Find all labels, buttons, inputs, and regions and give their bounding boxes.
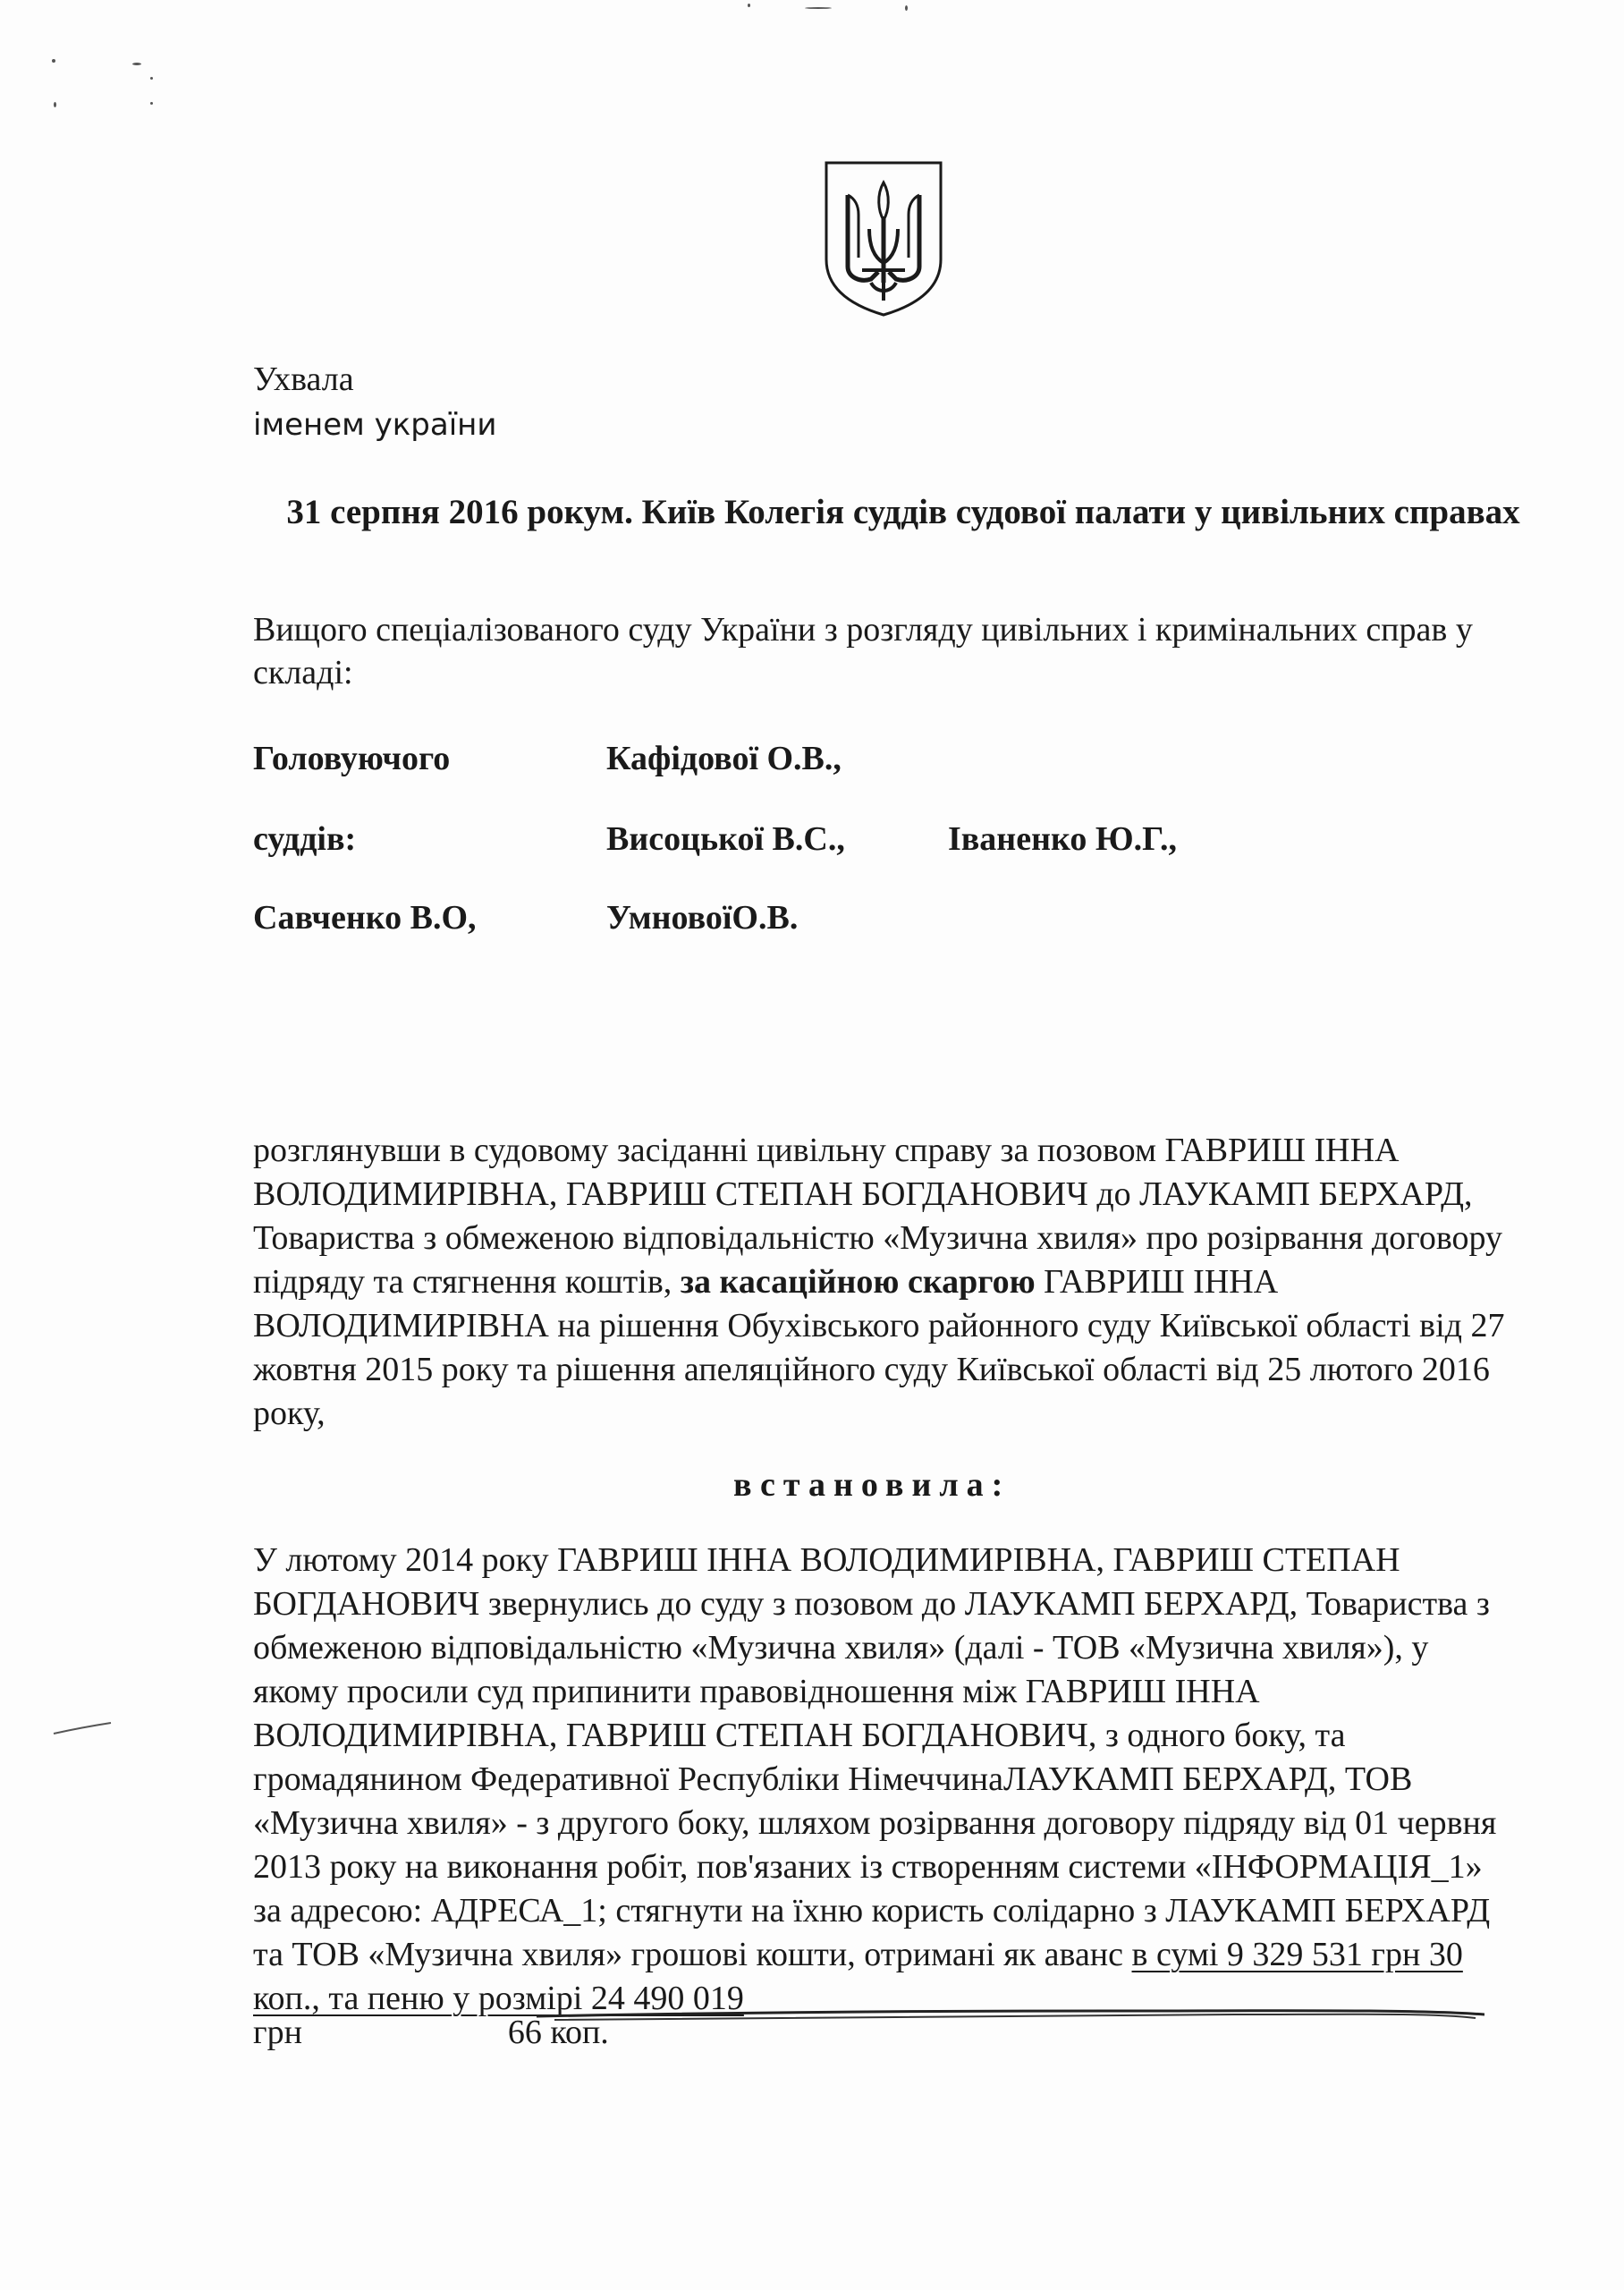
judge-name: Висоцької В.С., <box>606 820 845 858</box>
case-text: розглянувши в судовому засіданні цивільну справу за позовом ГАВРИШ ІННА ВОЛОДИМИРІВНА, ГАВРИШ СТЕПАН БОГДАНОВИЧ до ЛАУКАМП БЕРХАРД, Товариства з обмеженою відповідальністю «Музична хвиля» про розірвання договору підряду та стягнення коштів, <box>253 1132 1503 1301</box>
coat-of-arms-emblem <box>821 159 946 318</box>
court-name: Вищого спеціалізованого суду України з розгляду цивільних і кримінальних справ у складі: <box>253 611 1473 691</box>
currency-unit: грн <box>253 2014 302 2051</box>
case-description <box>253 1129 1505 1436</box>
presiding-label: Головуючого <box>253 740 451 777</box>
judges-label: суддів: <box>253 820 357 858</box>
judge-name: УмновоїО.В. <box>606 899 799 937</box>
scan-speck <box>54 102 56 107</box>
amount-tail <box>253 2011 609 2054</box>
scan-speck <box>905 5 908 11</box>
scan-speck <box>150 77 153 80</box>
scan-speck <box>132 63 141 65</box>
scan-speck <box>150 102 153 105</box>
cassation-phrase: за касаційною скаргою <box>680 1263 1036 1301</box>
handwritten-underline <box>537 2000 1484 2023</box>
judge-name: Савченко В.О, <box>253 899 477 937</box>
case-text-continued: ГАВРИШ ІННА ВОЛОДИМИРІВНА на рішення Обухівського районного суду Київської області від 27 жовтня 2015 року та рішення апеляційного суду Київської області від 25 лютого 2016 року, <box>253 1263 1505 1432</box>
document-type: Ухвала <box>253 360 354 398</box>
established-label: встановила: <box>733 1466 1011 1504</box>
claim-text: У лютому 2014 року ГАВРИШ ІННА ВОЛОДИМИРІВНА, ГАВРИШ СТЕПАН БОГДАНОВИЧ звернулись до суду з позовом до ЛАУКАМП БЕРХАРД, Товариства з обмеженою відповідальністю «Музична хвиля» (далі - ТОВ «Музична хвиля»), у якому просили суд припинити правовідношення між ГАВРИШ ІННА ВОЛОДИМИРІВНА, ГАВРИШ СТЕПАН БОГДАНОВИЧ, з одного боку, та громадянином Федеративної Республіки НімеччинаЛАУКАМП БЕРХАРД, ТОВ «Музична хвиля» - з другого боку, шляхом розірвання договору підряду від 01 червня 2013 року на виконання робіт, пов'язаних із створенням системи «ІНФОРМАЦІЯ_1» за адресою: АДРЕСА_1; стягнути на їхню користь солідарно з ЛАУКАМП БЕРХАРД та ТОВ «Музична хвиля» грошові кошти, отримані як аванс <box>253 1541 1497 1973</box>
presiding-judge: Кафідової О.В., <box>606 740 842 777</box>
scan-speck <box>52 59 55 63</box>
scan-speck <box>748 4 750 7</box>
claim-description <box>253 1539 1505 2021</box>
claim-amount: в сумі 9 329 531 грн 30 коп., та пеню у розмірі 24 490 019 <box>253 1936 1463 2017</box>
judge-name: Іваненко Ю.Г., <box>948 820 1178 858</box>
document-heading: 31 серпня 2016 рокум. Київ Колегія суддів судової палати у цивільних справах <box>286 493 1520 531</box>
in-the-name-of-ukraine: іменем україни <box>253 407 497 443</box>
margin-pen-mark <box>52 1719 114 1737</box>
kopecks-amount: 66 коп. <box>507 2014 609 2051</box>
scan-speck <box>805 7 832 9</box>
